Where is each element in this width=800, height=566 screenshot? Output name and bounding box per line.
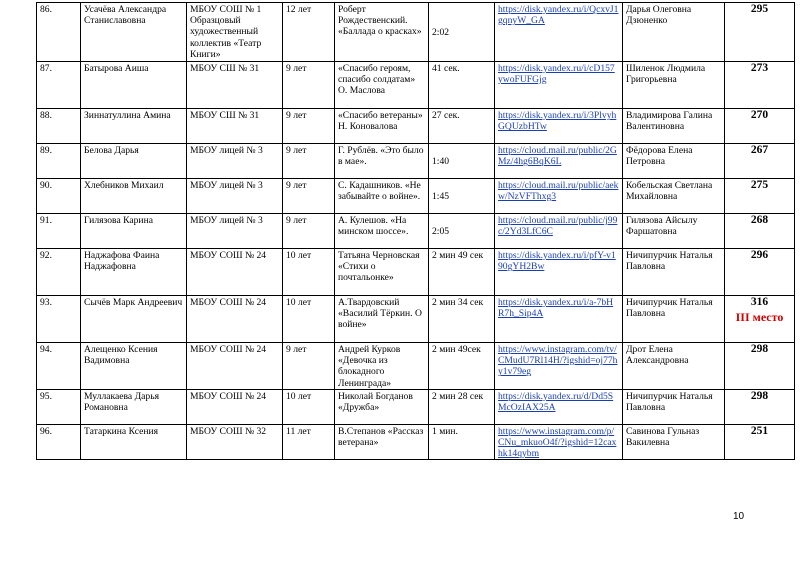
duration-cell: 27 сек.	[429, 109, 495, 144]
table-row	[37, 109, 795, 144]
work-title-cell: А. Кулешов. «На минском шоссе».	[335, 214, 429, 249]
work-title-cell: С. Кадашников. «Не забывайте о войне».	[335, 179, 429, 214]
duration-cell: 2:02	[429, 3, 495, 62]
row-number-cell: 91.	[37, 214, 81, 249]
school-cell: МБОУ лицей № 3	[187, 144, 283, 179]
teacher-cell: Ничипурчик Наталья Павловна	[623, 249, 725, 296]
teacher-cell: Ничипурчик Наталья Павловна	[623, 389, 725, 424]
age-cell: 10 лет	[283, 296, 335, 343]
place-award: III место	[735, 310, 784, 325]
score-cell	[725, 3, 795, 62]
table-row	[37, 424, 795, 460]
school-cell: МБОУ СОШ № 32	[187, 424, 283, 460]
age-cell: 10 лет	[283, 249, 335, 296]
work-title-cell: Г. Рублёв. «Это было в мае».	[335, 144, 429, 179]
video-link-cell	[495, 296, 623, 343]
row-number-cell: 88.	[37, 109, 81, 144]
video-link-cell	[495, 249, 623, 296]
participant-name-cell: Гилязова Карина	[81, 214, 187, 249]
table-row	[37, 296, 795, 343]
row-number-cell: 94.	[37, 343, 81, 390]
age-cell: 9 лет	[283, 144, 335, 179]
teacher-cell: Дарья Олеговна Дзюненко	[623, 3, 725, 62]
video-link-cell	[495, 144, 623, 179]
video-link-cell	[495, 62, 623, 109]
participant-name-cell: Алещенко Ксения Вадимовна	[81, 343, 187, 390]
work-title-cell: Татьяна Черновская «Стихи о почтальонке»	[335, 249, 429, 296]
video-link[interactable]: https://www.instagram.com/tv/CMudU7Rl14H/?igshid=oj77hy1v79eg	[498, 344, 618, 378]
work-title-cell: «Спасибо героям, спасибо солдатам» О. Маслова	[335, 62, 429, 109]
participant-name-cell: Усачёва Александра Станиславовна	[81, 3, 187, 62]
participant-name-cell: Сычёв Марк Андреевич	[81, 296, 187, 343]
teacher-cell: Кобельская Светлана Михайловна	[623, 179, 725, 214]
row-number-cell: 96.	[37, 424, 81, 460]
table-row	[37, 144, 795, 179]
video-link-cell	[495, 109, 623, 144]
video-link-cell	[495, 343, 623, 390]
row-number-cell: 93.	[37, 296, 81, 343]
school-cell: МБОУ СОШ № 24	[187, 389, 283, 424]
row-number-cell: 87.	[37, 62, 81, 109]
score-value: 298	[750, 389, 769, 402]
teacher-cell: Фёдорова Елена Петровна	[623, 144, 725, 179]
video-link[interactable]: https://disk.yandex.ru/i/pfY-v190gYH2Bw	[498, 250, 616, 273]
school-cell: МБОУ СОШ № 24	[187, 249, 283, 296]
table-row	[37, 62, 795, 109]
video-link[interactable]: https://www.instagram.com/p/CNu_mkuoO4f/?igshid=12caxhk14qybm	[498, 425, 617, 460]
score-cell	[725, 109, 795, 144]
teacher-cell: Ничипурчик Наталья Павловна	[623, 296, 725, 343]
work-title-cell: Николай Богданов «Дружба»	[335, 389, 429, 424]
age-cell: 9 лет	[283, 62, 335, 109]
table-row	[37, 3, 795, 62]
school-cell: МБОУ лицей № 3	[187, 214, 283, 249]
duration-cell: 41 сек.	[429, 62, 495, 109]
duration-cell: 1:45	[429, 179, 495, 214]
participant-name-cell: Зиннатуллина Амина	[81, 109, 187, 144]
age-cell: 10 лет	[283, 389, 335, 424]
duration-cell: 1:40	[429, 144, 495, 179]
row-number-cell: 92.	[37, 249, 81, 296]
table-row	[37, 179, 795, 214]
row-number-cell: 89.	[37, 144, 81, 179]
duration-cell: 1 мин.	[429, 424, 495, 460]
duration-cell: 2:05	[429, 214, 495, 249]
school-cell: МБОУ СШ № 31	[187, 109, 283, 144]
score-value: 273	[750, 62, 769, 74]
participant-name-cell: Белова Дарья	[81, 144, 187, 179]
work-title-cell: «Спасибо ветераны» Н. Коновалова	[335, 109, 429, 144]
age-cell: 11 лет	[283, 424, 335, 460]
teacher-cell: Дрот Елена Александровна	[623, 343, 725, 390]
teacher-cell: Владимирова Галина Валентиновна	[623, 109, 725, 144]
score-cell	[725, 249, 795, 296]
participant-name-cell: Наджафова Фаина Наджафовна	[81, 249, 187, 296]
work-title-cell: Роберт Рождественский. «Баллада о красках»	[335, 3, 429, 62]
score-value: 316	[750, 296, 769, 308]
table-row	[37, 389, 795, 424]
duration-cell: 2 мин 49сек	[429, 343, 495, 390]
score-cell	[725, 214, 795, 249]
video-link[interactable]: https://disk.yandex.ru/i/a-7bHR7h_Sip4A	[498, 297, 614, 320]
results-table	[36, 2, 795, 460]
age-cell: 12 лет	[283, 3, 335, 62]
school-cell: МБОУ СОШ № 1 Образцовый художественный коллектив «Театр Книги»	[187, 3, 283, 62]
score-value: 268	[750, 214, 769, 226]
score-cell	[725, 144, 795, 179]
score-value: 295	[750, 3, 769, 15]
score-cell	[725, 424, 795, 460]
teacher-cell: Шиленок Людмила Григорьевна	[623, 62, 725, 109]
duration-cell: 2 мин 28 сек	[429, 389, 495, 424]
row-number-cell: 86.	[37, 3, 81, 62]
score-cell	[725, 62, 795, 109]
video-link-cell	[495, 389, 623, 424]
video-link-cell	[495, 179, 623, 214]
row-number-cell: 95.	[37, 389, 81, 424]
school-cell: МБОУ СОШ № 24	[187, 296, 283, 343]
page-number: 10	[733, 511, 745, 522]
score-cell	[725, 343, 795, 390]
score-value: 296	[750, 249, 769, 261]
age-cell: 9 лет	[283, 179, 335, 214]
video-link[interactable]: https://cloud.mail.ru/public/j99c/2Yd3LfC6C	[498, 215, 618, 238]
video-link[interactable]: https://cloud.mail.ru/public/2GMz/4hg6BqK6L	[498, 145, 617, 168]
age-cell: 9 лет	[283, 214, 335, 249]
teacher-cell: Савинова Гульназ Вакилевна	[623, 424, 725, 460]
table-row	[37, 249, 795, 296]
video-link-cell	[495, 214, 623, 249]
participant-name-cell: Муллакаева Дарья Романовна	[81, 389, 187, 424]
duration-cell: 2 мин 34 сек	[429, 296, 495, 343]
score-value: 298	[750, 343, 769, 355]
score-cell	[725, 179, 795, 214]
video-link[interactable]: https://disk.yandex.ru/d/Dd5SMcOzIAX25A	[498, 390, 614, 414]
participant-name-cell: Хлебников Михаил	[81, 179, 187, 214]
duration-cell: 2 мин 49 сек	[429, 249, 495, 296]
row-number-cell: 90.	[37, 179, 81, 214]
work-title-cell: Андрей Курков «Девочка из блокадного Ленинграда»	[335, 343, 429, 390]
score-value: 251	[750, 424, 769, 437]
video-link[interactable]: https://disk.yandex.ru/i/cD157ywoFUFGjg	[498, 63, 615, 86]
video-link[interactable]: https://cloud.mail.ru/public/aekw/NzVFThxg3	[498, 180, 619, 203]
table-row	[37, 214, 795, 249]
video-link-cell	[495, 3, 623, 62]
school-cell: МБОУ лицей № 3	[187, 179, 283, 214]
score-value: 275	[750, 179, 769, 191]
score-cell	[725, 389, 795, 424]
participant-name-cell: Батырова Аиша	[81, 62, 187, 109]
work-title-cell: В.Степанов «Рассказ ветерана»	[335, 424, 429, 460]
score-value: 267	[750, 144, 769, 156]
school-cell: МБОУ СОШ № 24	[187, 343, 283, 390]
work-title-cell: А.Твардовский «Василий Тёркин. О войне»	[335, 296, 429, 343]
video-link[interactable]: https://disk.yandex.ru/i/3PlvyhGQUzbHTw	[498, 110, 617, 133]
score-cell	[725, 296, 795, 343]
table-row	[37, 343, 795, 390]
participant-name-cell: Татаркина Ксения	[81, 424, 187, 460]
video-link[interactable]: https://disk.yandex.ru/i/QcxvJ1gqnyW_GA	[498, 4, 619, 27]
results-table-body	[37, 3, 795, 460]
video-link-cell	[495, 424, 623, 460]
age-cell: 9 лет	[283, 343, 335, 390]
score-value: 270	[750, 109, 769, 121]
age-cell: 9 лет	[283, 109, 335, 144]
teacher-cell: Гилязова Айсылу Фаршатовна	[623, 214, 725, 249]
school-cell: МБОУ СШ № 31	[187, 62, 283, 109]
